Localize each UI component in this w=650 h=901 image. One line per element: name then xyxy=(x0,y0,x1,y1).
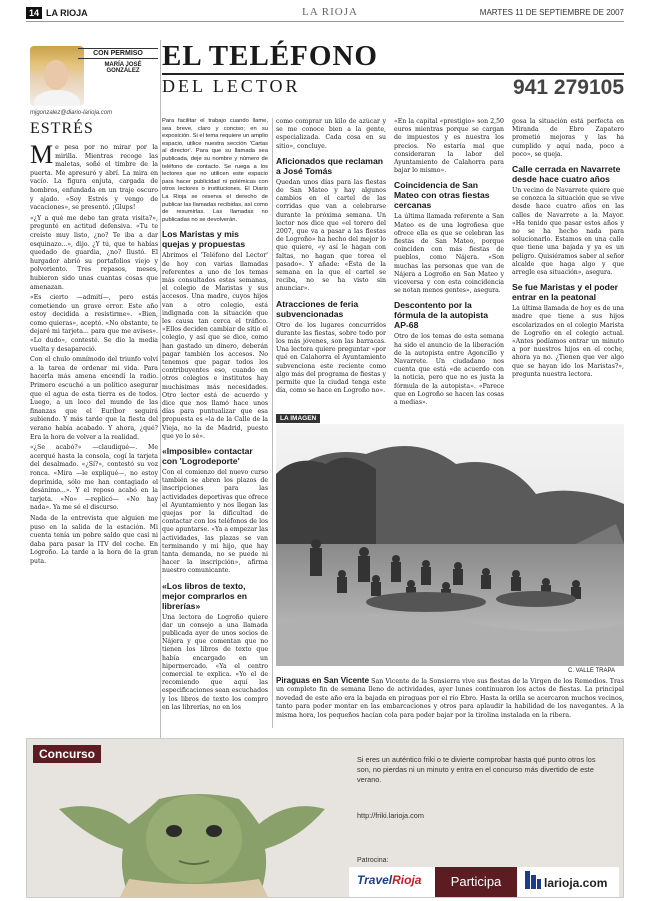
paragraph: La última llamada referente a San Mateo es de una logroñesa que ofrece ella es que se celebran las fiestas de San Mateo, porque coinciden con más fiestas de pueblos, como Nájera. «Son muchas las personas que van de Nájera a Logroño en San Mateo y viceversa y con esta coincidencia se notan menos gentes», asegura. xyxy=(394,213,504,295)
author-photo xyxy=(30,46,84,106)
ad-tag: Concurso xyxy=(33,745,101,763)
letters-column-1 xyxy=(162,118,268,728)
author-name: MARÍA JOSÉ GONZÁLEZ xyxy=(104,62,142,74)
paragraph: Otro de los lugares concurridos durante las fiestas, sobre todo por los más jóvenes, son las barracas. Una lectora quiere preguntar «por qué en Calahorra el Ayuntamiento subvenciona este reciente como algo más del programa de fiestas y permite que la ciudad tenga este día, como se hace en Logroño no». xyxy=(276,321,386,395)
headline: «Imposible» contactar con 'Logrodeporte' xyxy=(162,445,253,466)
ad-link[interactable]: http://friki.larioja.com xyxy=(357,811,424,820)
larioja-text: larioja.com xyxy=(544,876,608,891)
paper-name-small: LA RIOJA xyxy=(46,8,88,18)
paragraph: Una lectora de Logroño quiere dar un consejo a una llamada publicada ayer de unos socios de Nájera y que comentan que no tienen los libros de texto que había encargado en un hipermercado. «Ya el centro comercial te explica. «Yo el de recomiendo que aquí las especificaciones sean escuchados y los libros de texto los compro en las librerías, no en los xyxy=(162,613,268,711)
page-header-bar xyxy=(26,6,624,22)
paragraph: Otro de los temas de esta semana ha sido el anuncio de la liberación de la autopista entre Agoncillo y Navarrete. Un ciudadano nos cuenta que está «de acuerdo con la noticia, pero que no es justa la fórmula de la autopista». «Parece que en Logroño se hacen las cosas a medias». xyxy=(394,333,504,407)
paragraph: La última llamada de hoy es de una madre que tiene a sus hijos escolarizados en el colegio Marista de Logroño en el colegio actual. «Antes podíamos entrar un minuto a por nuestros hijos en el coche, ahora ya no. ¿Tienen que ver algo que se hayan ido los Maristas?», pregunta nuestra lectora. xyxy=(512,305,624,378)
paper-name-center: LA RIOJA xyxy=(302,6,358,18)
column-divider xyxy=(272,118,273,728)
letters-column-2 xyxy=(276,118,386,410)
reader-phone[interactable]: 941 279105 xyxy=(513,76,624,99)
image-section-tag: LA IMAGEN xyxy=(276,414,320,423)
paragraph: «¿Se acabó?» —claudiqué—. Me acerqué hasta la consola, cogí la tarjeta del desalmado. «¿Sí?», contestó su voz ronca. «Mira —le expliqué—, no estoy deprimida, sólo me han contagiado el desánimo...». Y el reposo acabó en la tarjeta. «No» —replicó— «No hay nada». Ya me sé el discurso. xyxy=(30,444,158,512)
headline: Atracciones de feria subvencionadas xyxy=(276,298,359,319)
paragraph: Nada de la entrevista que alguien me puso en la salida de la estación. Mi cuenta tenía un pobre saldo que casi ni daba para pasar la ITV del coche. En Logroño. La tarde a la hora de la gran puta. xyxy=(30,514,158,565)
author-email[interactable]: mjgonzalez@diario-larioja.com xyxy=(30,110,113,116)
larioja-logo xyxy=(525,875,607,893)
larioja-icon xyxy=(525,871,541,889)
headline: «Los libros de texto, mejor comprarlos en librerías» xyxy=(162,580,248,611)
sponsor-logo xyxy=(357,873,421,887)
sponsor-name-b: Rioja xyxy=(392,873,422,887)
paragraph: e pesa por no mirar por la mirilla. Mientras recoge las maletas, soñé el timbre de la puerta. Me apresuró y abrí. La mira en vacío. La figura enjuta, cargada de hombros, enfundada en un traje oscuro y ajado. «Soy Estrés y vengo de vacaciones», se presentó. ¡Glups! xyxy=(30,144,158,212)
headline: Se fue Maristas y el poder entrar en la peatonal xyxy=(512,282,619,303)
dropcap: M xyxy=(30,140,54,169)
headline: Coincidencia de San Mateo con otras fiestas cercanas xyxy=(394,180,490,211)
column-divider xyxy=(160,40,161,840)
headline: Calle cerrada en Navarrete desde hace cuatro años xyxy=(512,164,621,185)
intro-text: Para facilitar el trabajo cuando llame, sea breve, claro y conciso; en su exposición. Si el tema requiere un amplio espacio, utilice nuestra sección 'Cartas al director'. Para que su llamada sea publicada, deje su nombre y número de teléfono de contacto. Se ruega a los lectores que no utilicen este espacio para hacer publicidad ni polémicas con otros lectores o instituciones. El Diario La Rioja se reserva el derecho de publicar las llamadas recibidas, así como de resumirlas. Las llamadas no publicadas no se devolverán. xyxy=(162,118,268,223)
column-label: CON PERMISO xyxy=(78,48,158,59)
photo-credit: C. VALLE TRAPA xyxy=(568,668,616,674)
paragraph: Abrimos el 'Teléfono del Lector' de hoy con varias llamadas referentes a uno de los temas más consultados estas semanas, el colegio de Maristas y sus accesos. Una madre, cuyos hijos van a otro colegio, está indignada con la situación que les causa tan cerca el tráfico. «Ellos deciden cambiar de sitio el colegio, y así que se dice, como han gastado un dinero, deberán pagar también los accesos. No tenemos que pagar todos los contribuyentes eso, cuando en otros colegios e institutos hay muchísimas más necesidades. Otro lector está de acuerdo y dice que nos llamó hace unos días para puntualizar que esa propuesta es «la de la Calle de la Vieja, no la de Madrid, puesto que yo lo sé». xyxy=(162,252,268,440)
ad-text: Si eres un auténtico friki o te divierte comprobar hasta qué punto otros los son, no pierdas ni un minuto y entra en el concurso más divertido de este verano. xyxy=(357,755,596,784)
paragraph: como comprar un kilo de azúcar y se me conoce bien a la gente, especializada. Cada cosa en su sitio», concluye. xyxy=(276,118,386,150)
paragraph: Con el chulo omnímodo del triunfo volví a la tarea de ordenar mi vida. Para hacerla más amena encendí la radio. Primero escuché a un político asegurar que el agua de esta tierra es de todos. Luego, a un loco del mundo de las finanzas que el Euríbor seguirá subiendo. Y más tarde que la fiesta del verano había acabado. Y ahora, ¿qué? Era la hora de volver a la realidad. xyxy=(30,356,158,441)
letters-column-3 xyxy=(394,118,504,410)
sponsor-name-a: Travel xyxy=(357,873,393,887)
headline: Descontento por la fórmula de la autopista AP-68 xyxy=(394,300,489,331)
column-title: ESTRÉS xyxy=(30,120,94,137)
yoda-illustration xyxy=(59,769,325,898)
caption-text: San Vicente de la Sonsierra vive sus fiestas de la Virgen de los Remedios. Tras un completo fin de semana lleno de actividades, ayer lunes continuaron los actos de fiestas. La principal novedad de este año era la bajada en piraguas por el río Ebro. Hasta la orilla se acercaron muchos vecinos, tanto para poder montar en las embarcaciones y otros para aplaudir la habilidad de los navegantes. A la misma hora, los pequeños hacían cola para poder bajar por la tirolina instalada en la ribera. xyxy=(276,678,624,719)
column-body xyxy=(30,140,158,569)
paragraph: «En la capital «prestigio» son 2,50 euros mientras porque se cargan de impuestos y es nuestra los precios. No estaría mal que consideraran la labor del Ayuntamiento de Calahorra para bajar lo mismo». xyxy=(394,118,504,175)
paragraph: Quedan unos días para las fiestas de San Mateo y hay algunos cambios en el cartel de las corridas que van a celebrarse durante la próxima semana. Un lector nos dice que «el torero del 2007, que va a pasar a las fiestas de Logroño» ha hecho del mejor lo que quiere, «y así le hagan con faltas, no hagan que torea el pasado». Y añade: «Ésta de la semana en la que el cartel se reciba, no se ha visto sin anunciar». xyxy=(276,178,386,293)
page-number: 14 xyxy=(26,7,42,19)
headline: Los Maristas y mis quejas y propuestas xyxy=(162,229,246,250)
headline: Aficionados que reclaman a José Tomás xyxy=(276,155,383,176)
paragraph: Un vecino de Navarrete quiere que se conozca la situación que se vive desde hace cuatro años en las calles de Navarrete a la Mayor. «Ha tenido que pasar estos años y no se ha hecho nada para solucionarlo. Estamos en una calle que tiene una bajada y ya es un peligro. Quisiéramos saber al señor alcalde que haga algo y que arregle esa situación», asegura. xyxy=(512,187,624,277)
paragraph: «¿Y a qué me debe tan grata visita?», pregunté en actitud defensiva. «Tu te creíste muy listo, ¿no? Te iba a dar esquinazo...», dijo. ¿Y tú, que te habías quedado de guardia, ¿no? Ilustó. El hurgador abrió su portafolios viejo y polvoriento. Tres repasos, meses, hubieron sido unas cuantas cosas que amenazan. xyxy=(30,214,158,291)
letters-column-4 xyxy=(512,118,624,410)
paragraph: gosa la situación está perfecta en Miranda de Ebro Zapatero prometió mejoras y las ha cumplido y aquí nada, poco a poco», se queja. xyxy=(512,118,624,158)
sponsor-label: Patrocina: xyxy=(357,857,389,864)
participa-button[interactable]: Participa xyxy=(435,867,517,897)
photo-caption xyxy=(276,676,624,720)
news-photo xyxy=(276,424,624,666)
opinion-column xyxy=(26,40,158,840)
issue-date: MARTES 11 DE SEPTIEMBRE DE 2007 xyxy=(479,8,624,17)
paragraph: «Es cierto —admití—, pero estás cometiendo un grave error. Este año estoy decidida a resistirme». «Bien, como quieras», aceptó. «No obstante, te dejaré mi tarjeta... para que me avises». «Lo dudo», contesté. Se dio la media vuelta y desapareció. xyxy=(30,294,158,353)
sponsor-bar xyxy=(349,867,619,897)
paragraph: Con el comienzo del nuevo curso también se abren los plazos de inscripciones para las actividades deportivas que ofrece el Ayuntamiento y nos llegan las quejas por la dificultad de contactar con los teléfonos de los que apuntarse. «Ya a empezar las actividades, las plazas se van terminando y mi hijo, que hay tanta demanda, no se puede ni hacer la inscripción», afirma nuestro comunicante. xyxy=(162,468,268,575)
section-subtitle: DEL LECTOR xyxy=(162,76,301,96)
caption-title: Piraguas en San Vicente xyxy=(276,676,370,685)
contest-ad-banner[interactable] xyxy=(26,738,624,898)
section-title: EL TELÉFONO xyxy=(162,40,378,72)
